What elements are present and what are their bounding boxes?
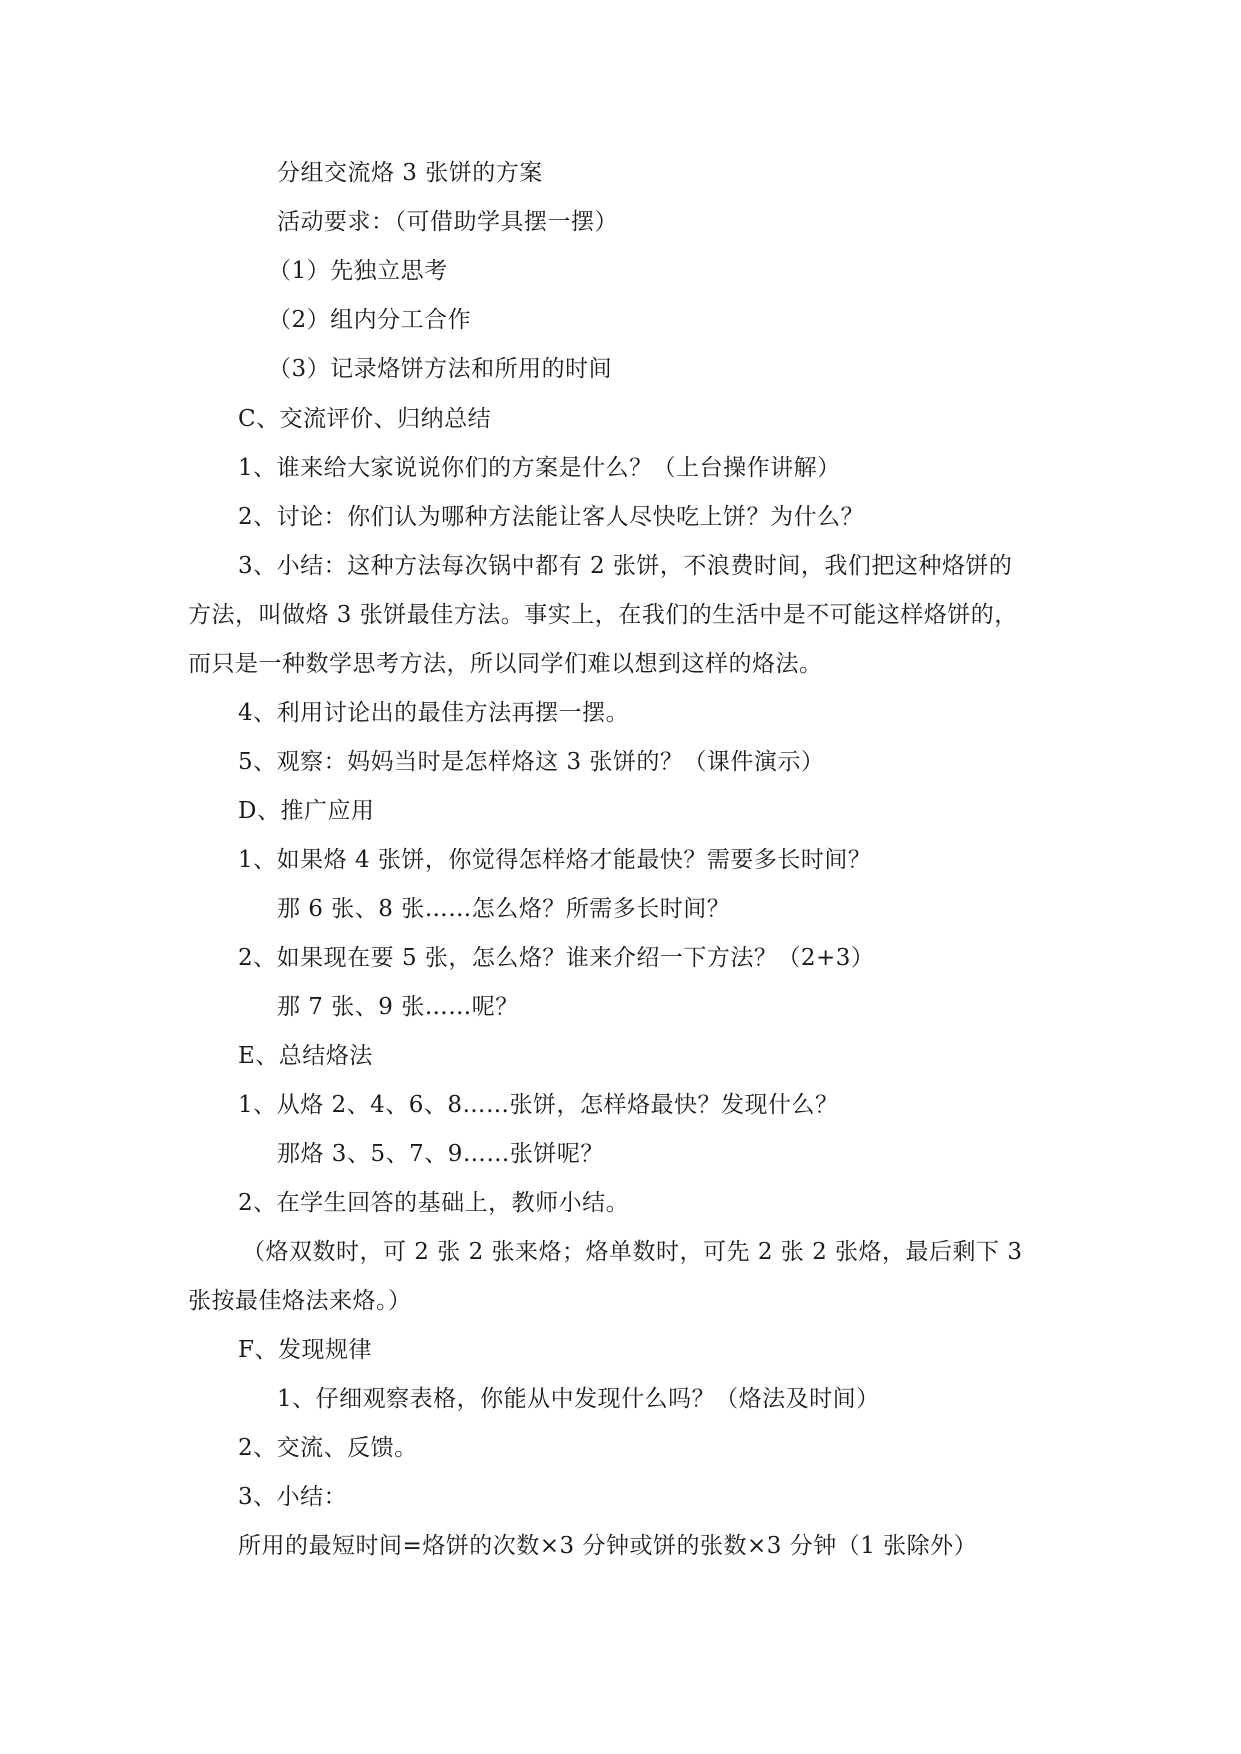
text-line: 2、如果现在要 5 张，怎么烙？谁来介绍一下方法？（2+3） (238, 945, 875, 971)
text-line: 那 7 张、9 张……呢？ (277, 994, 519, 1020)
text-line: 4、利用讨论出的最佳方法再摆一摆。 (238, 700, 630, 726)
text-line: 那 6 张、8 张……怎么烙？所需多长时间？ (277, 896, 731, 922)
text-line: 2、讨论：你们认为哪种方法能让客人尽快吃上饼？为什么？ (238, 504, 865, 530)
section-heading: C、交流评价、归纳总结 (238, 406, 492, 432)
text-line: 1、如果烙 4 张饼，你觉得怎样烙才能最快？需要多长时间？ (238, 847, 872, 873)
text-line: 张按最佳烙法来烙。） (188, 1288, 412, 1314)
formula-line: 所用的最短时间=烙饼的次数×3 分钟或饼的张数×3 分钟（1 张除外） (238, 1533, 978, 1559)
text-line: （2）组内分工合作 (268, 307, 472, 333)
section-heading: E、总结烙法 (238, 1043, 373, 1069)
text-line: 方法，叫做烙 3 张饼最佳方法。事实上，在我们的生活中是不可能这样烙饼的， (188, 602, 1018, 628)
section-heading: F、发现规律 (238, 1337, 372, 1363)
text-line: 2、交流、反馈。 (238, 1435, 418, 1461)
text-line: 活动要求：（可借助学具摆一摆） (277, 209, 618, 235)
text-line: （3）记录烙饼方法和所用的时间 (268, 356, 613, 382)
text-line: （烙双数时，可 2 张 2 张来烙；烙单数时，可先 2 张 2 张烙，最后剩下 3 (242, 1239, 1023, 1265)
text-line: 1、从烙 2、4、6、8……张饼，怎样烙最快？发现什么？ (238, 1092, 839, 1118)
section-heading: D、推广应用 (238, 798, 375, 824)
text-line: （1）先独立思考 (268, 258, 448, 284)
text-line: 那烙 3、5、7、9……张饼呢？ (277, 1141, 604, 1167)
text-line: 1、仔细观察表格，你能从中发现什么吗？（烙法及时间） (277, 1386, 880, 1412)
text-line: 5、观察：妈妈当时是怎样烙这 3 张饼的？（课件演示） (238, 749, 825, 775)
text-line: 3、小结：这种方法每次锅中都有 2 张饼，不浪费时间，我们把这种烙饼的 (238, 553, 1013, 579)
text-line: 2、在学生回答的基础上，教师小结。 (238, 1190, 630, 1216)
text-line: 1、谁来给大家说说你们的方案是什么？（上台操作讲解） (238, 455, 841, 481)
text-line: 分组交流烙 3 张饼的方案 (277, 160, 543, 186)
text-line: 而只是一种数学思考方法，所以同学们难以想到这样的烙法。 (188, 651, 823, 677)
text-line: 3、小结： (238, 1484, 348, 1510)
